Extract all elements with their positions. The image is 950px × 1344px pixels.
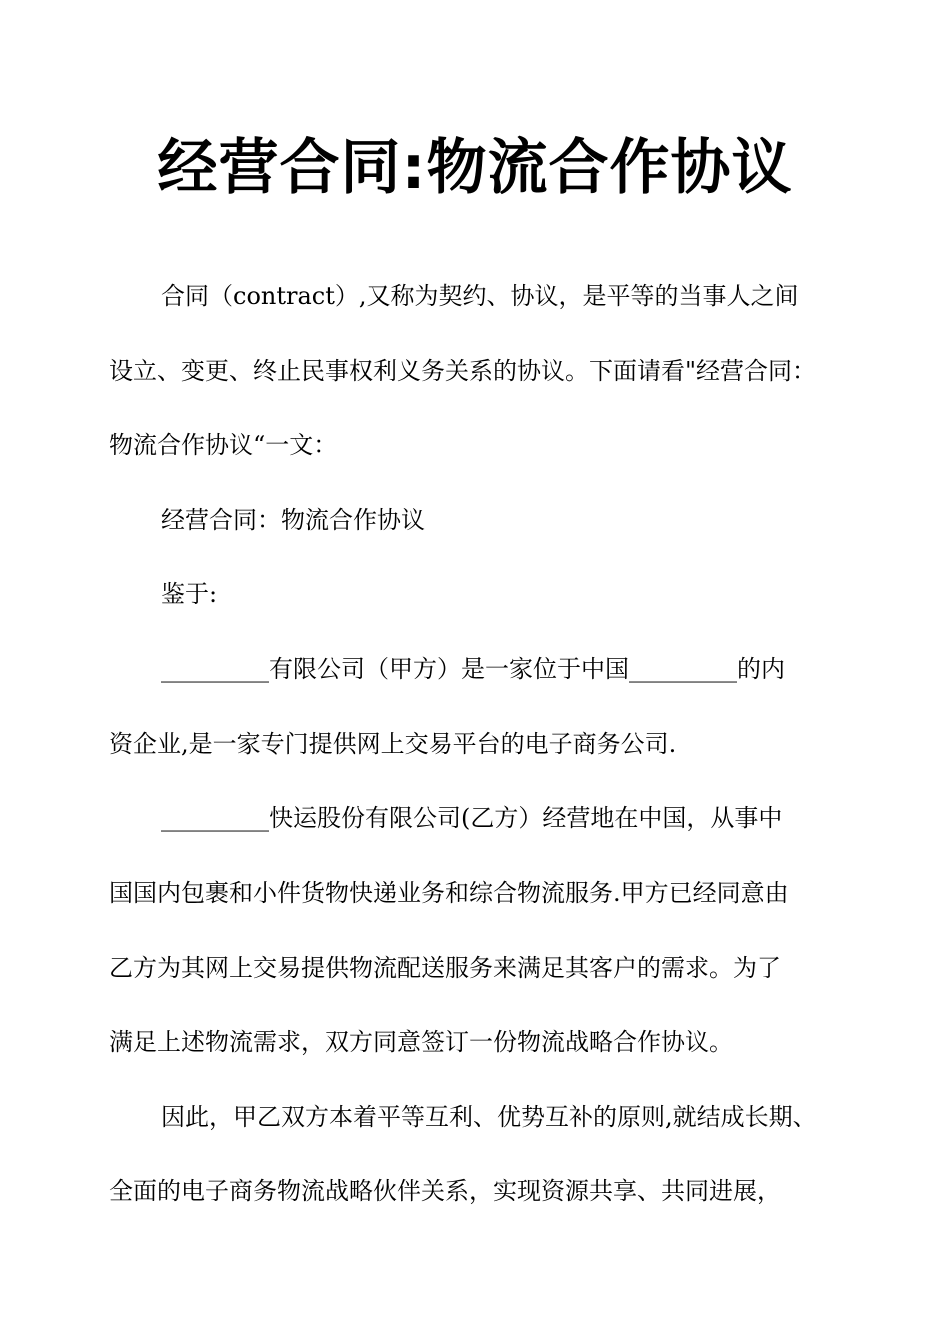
text-line: 国国内包裹和小件货物快递业务和综合物流服务.甲方已经同意由	[109, 879, 789, 907]
document-title: 经营合同:物流合作协议	[157, 133, 793, 203]
text-line: 鉴于:	[161, 580, 218, 608]
text-line: 乙方为其网上交易提供物流配送服务来满足其客户的需求。为了	[109, 954, 781, 982]
text-line: 合同（contract）,又称为契约、协议，是平等的当事人之间	[161, 282, 799, 310]
text-line: 物流合作协议“一文：	[109, 431, 338, 459]
text-line: _________快运股份有限公司(乙方）经营地在中国，从事中	[161, 804, 783, 832]
text-line: 资企业,是一家专门提供网上交易平台的电子商务公司.	[109, 730, 677, 758]
text-line: 因此，甲乙双方本着平等互利、优势互补的原则,就结成长期、	[161, 1103, 817, 1131]
text-line: 设立、变更、终止民事权利义务关系的协议。下面请看"经营合同：	[109, 357, 817, 385]
text-line: 全面的电子商务物流战略伙伴关系，实现资源共享、共同进展，	[109, 1177, 781, 1205]
section-heading: 经营合同：物流合作协议	[161, 506, 425, 534]
text-line: 满足上述物流需求，双方同意签订一份物流战略合作协议。	[109, 1028, 733, 1056]
text-line: _________有限公司（甲方）是一家位于中国_________的内	[161, 655, 785, 683]
